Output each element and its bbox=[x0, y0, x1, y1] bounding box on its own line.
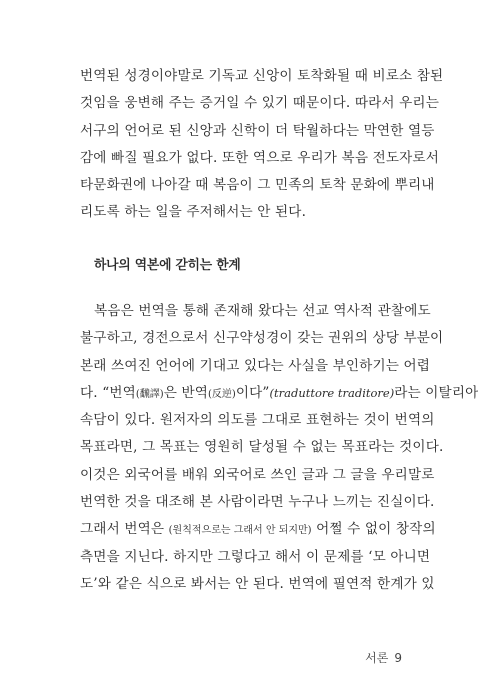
text-line: 서구의 언어로 된 신앙과 신학이 더 탁월하다는 막연한 열등 bbox=[80, 122, 435, 139]
hanja-annotation: (反逆) bbox=[208, 388, 236, 400]
text-line: 것임을 웅변해 주는 증거일 수 있기 때문이다. 따라서 우리는 bbox=[80, 95, 439, 112]
text-line: 측면을 지닌다. 하지만 그렇다고 해서 이 문제를 ‘모 아니면 bbox=[80, 548, 431, 565]
text-line: 도’와 같은 식으로 봐서는 안 된다. 번역에 필연적 한계가 있 bbox=[80, 575, 435, 592]
text-line: 복음은 번역을 통해 존재해 왔다는 선교 역사적 관찰에도 bbox=[94, 303, 431, 319]
text-line: 번역한 것을 대조해 본 사람이라면 누구나 느끼는 진실이다. bbox=[80, 494, 435, 511]
text-line: 목표라면, 그 목표는 영원히 달성될 수 없는 목표라는 것이다. bbox=[80, 439, 444, 456]
latin-phrase: (traduttore traditore) bbox=[269, 385, 395, 400]
text-segment: 이다” bbox=[235, 384, 270, 401]
text-line: 리도록 하는 일을 주저해서는 안 된다. bbox=[80, 204, 307, 221]
text-segment: 다. “번역 bbox=[80, 384, 136, 401]
text-segment: 그래서 번역은 bbox=[80, 521, 165, 538]
running-footer-section: 서론 bbox=[365, 651, 389, 665]
text-segment: 어쩔 수 없이 창작의 bbox=[316, 521, 436, 538]
page-footer bbox=[359, 649, 402, 666]
text-line: 불구하고, 경전으로서 신구약성경이 갖는 권위의 상당 부분이 bbox=[80, 330, 444, 347]
section-heading: 하나의 역본에 갇히는 한계 bbox=[94, 258, 241, 273]
small-aside: (원칙적으로는 그래서 안 되지만) bbox=[168, 525, 312, 537]
text-line: 본래 쓰여진 언어에 기대고 있다는 사실을 부인하기는 어렵 bbox=[80, 357, 431, 374]
paragraph-2 bbox=[80, 298, 478, 598]
text-line: 감에 빠질 필요가 없다. 또한 역으로 우리가 복음 전도자로서 bbox=[80, 149, 439, 166]
hanja-annotation: (飜譯) bbox=[135, 388, 164, 400]
text-segment: 은 반역 bbox=[163, 384, 209, 401]
text-line: 이것은 외국어를 배워 외국어로 쓰인 글과 그 글을 우리말로 bbox=[80, 466, 435, 483]
page-number: 9 bbox=[394, 651, 402, 665]
text-line: 번역된 성경이야말로 기독교 신앙이 토착화될 때 비로소 참된 bbox=[80, 68, 444, 84]
text-line: 타문화권에 나아갈 때 복음이 그 민족의 토착 문화에 뿌리내 bbox=[80, 177, 435, 194]
text-line-with-aside bbox=[80, 516, 436, 543]
paragraph-1 bbox=[80, 63, 444, 227]
text-line: 속담이 있다. 원저자의 의도를 그대로 표현하는 것이 번역의 bbox=[80, 412, 435, 429]
text-segment: 라는 이탈리아 bbox=[394, 384, 478, 401]
text-line-with-quote bbox=[80, 380, 478, 407]
